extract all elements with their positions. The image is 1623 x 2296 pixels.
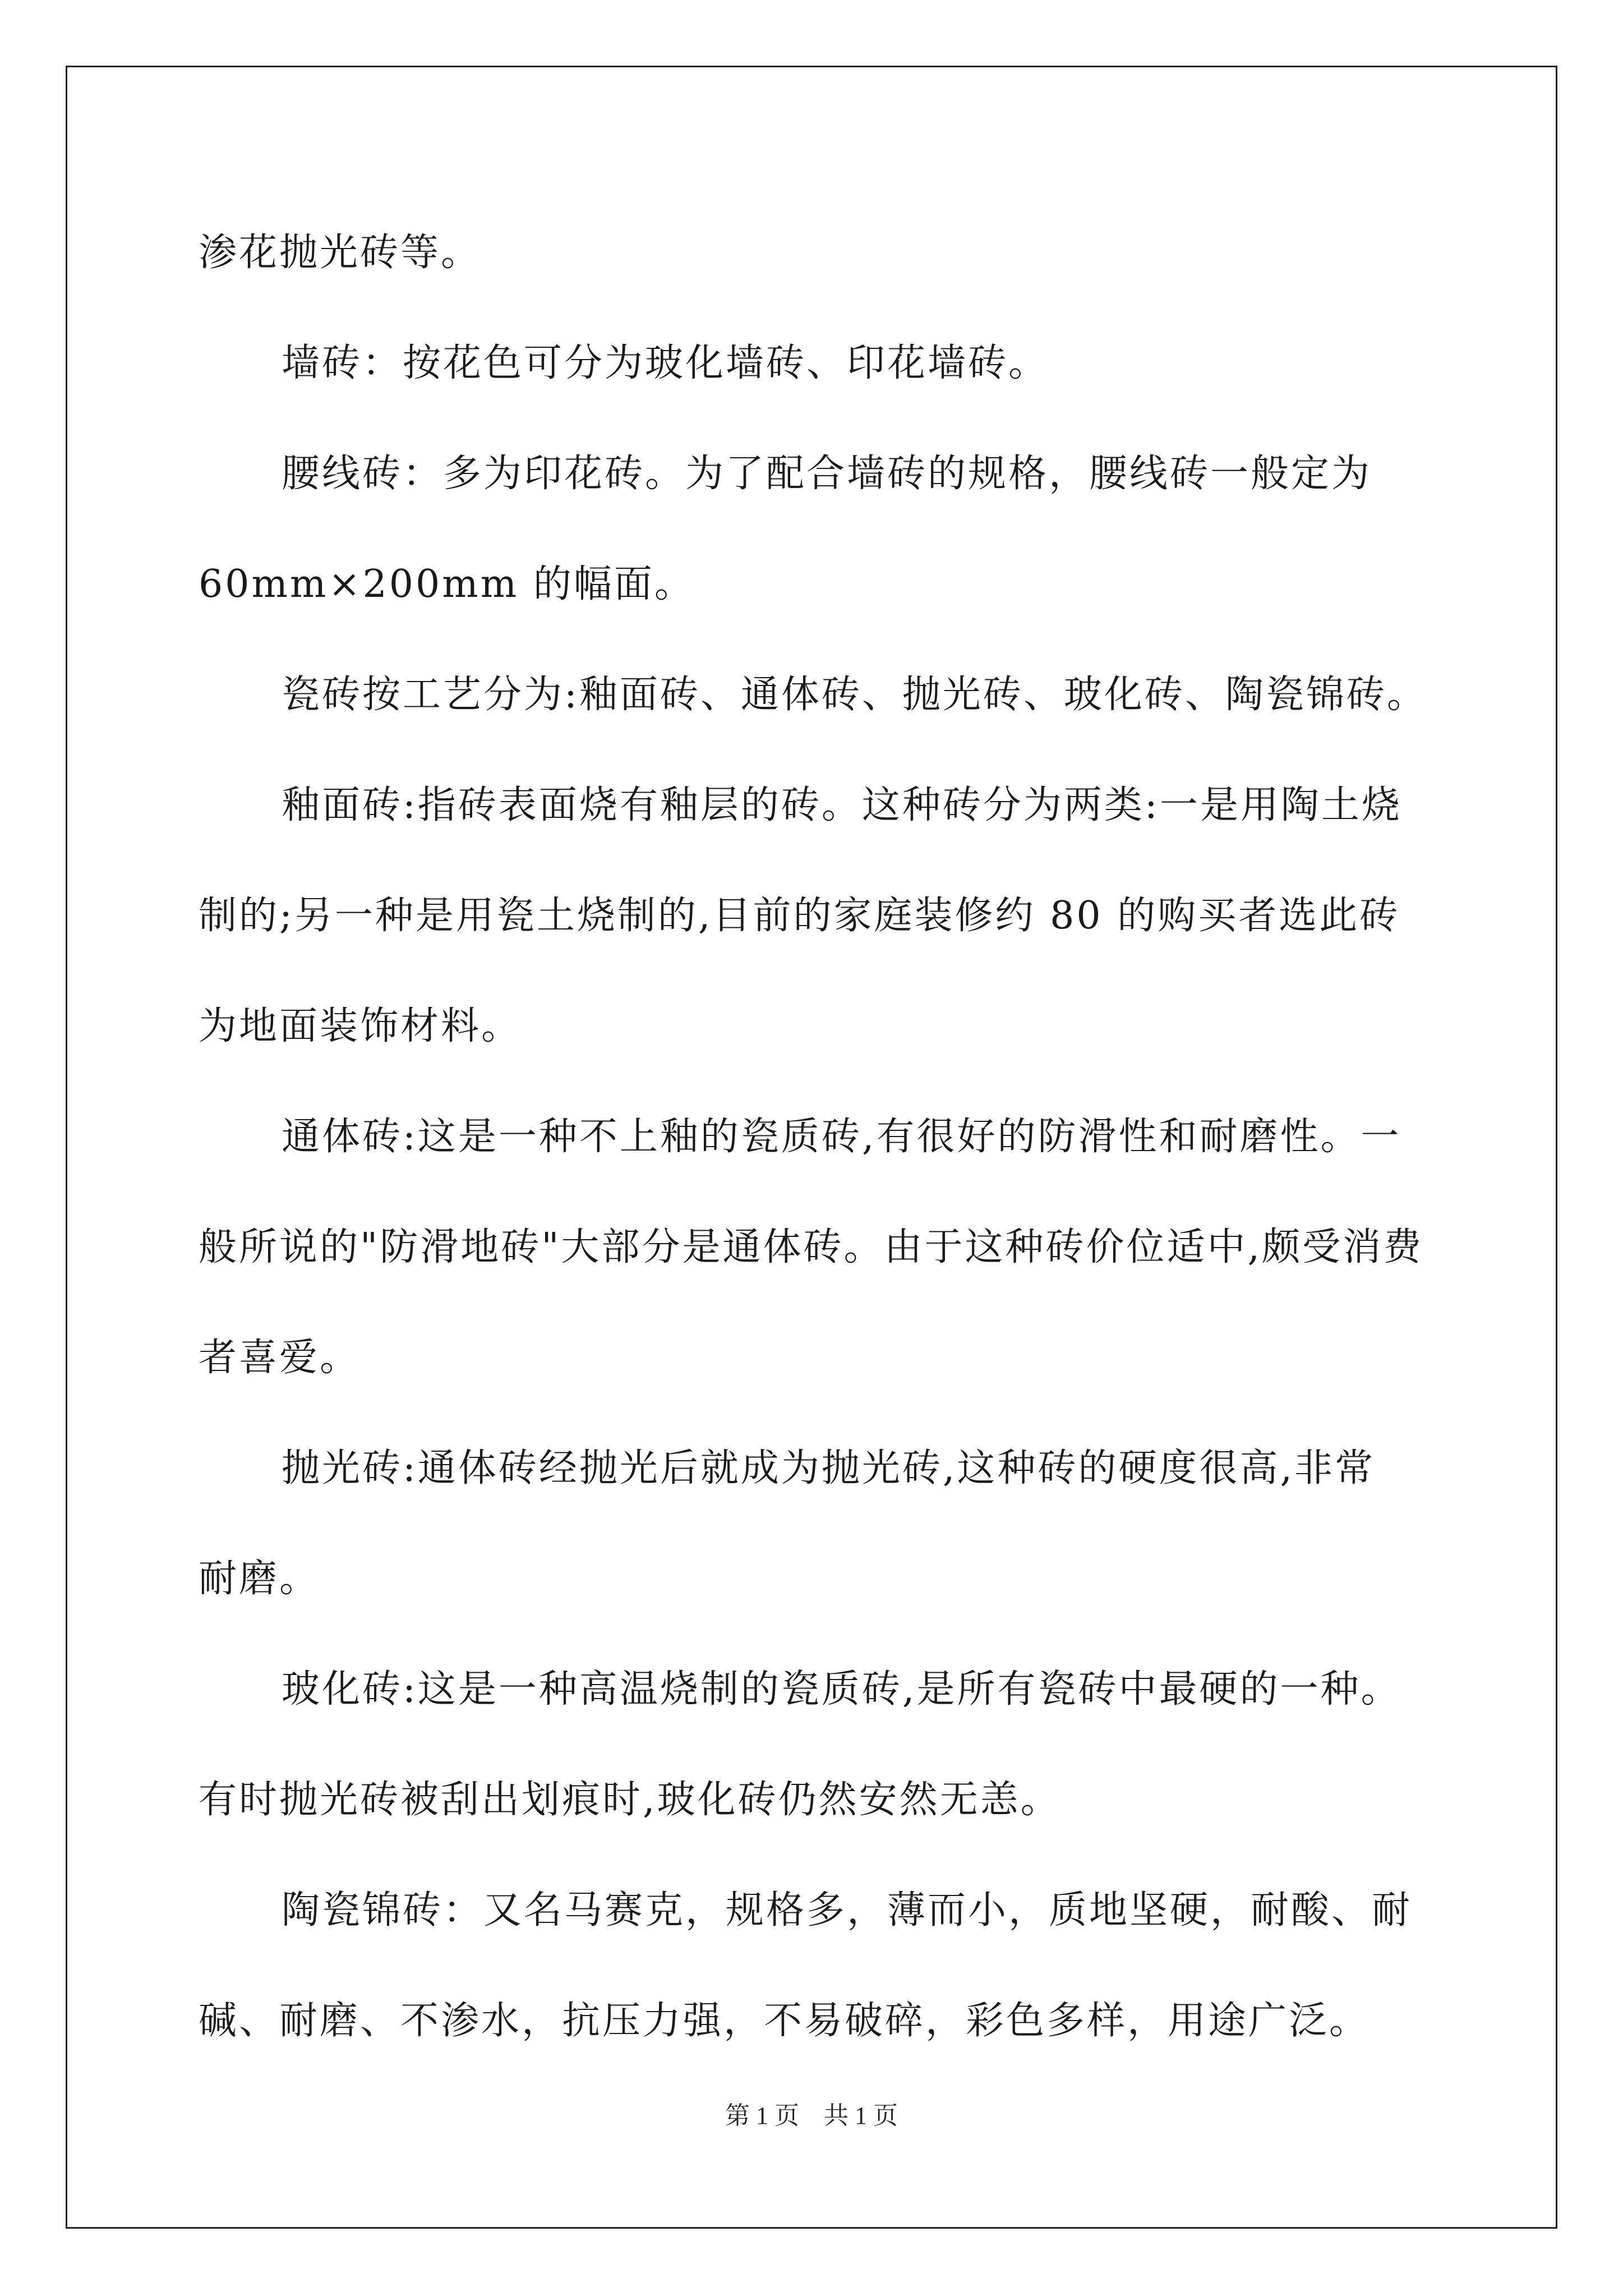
paragraph xyxy=(199,418,1432,639)
text-line: 墙砖：按花色可分为玻化墙砖、印花墙砖。 xyxy=(282,341,1049,385)
text-line: 制的;另一种是用瓷土烧制的,目前的家庭装修约 80 的购买者选此砖 xyxy=(199,894,1400,938)
text-line: 釉面砖:指砖表面烧有釉层的砖。这种砖分为两类:一是用陶土烧 xyxy=(282,783,1402,827)
text-line: 玻化砖:这是一种高温烧制的瓷质砖,是所有瓷砖中最硬的一种。 xyxy=(282,1667,1401,1711)
text-line: 瓷砖按工艺分为:釉面砖、通体砖、抛光砖、玻化砖、陶瓷锦砖。 xyxy=(282,673,1427,717)
text-line: 有时抛光砖被刮出划痕时,玻化砖仍然安然无恙。 xyxy=(199,1778,1061,1822)
paragraph xyxy=(199,1634,1432,1855)
text-line: 腰线砖：多为印花砖。为了配合墙砖的规格，腰线砖一般定为 xyxy=(282,452,1372,496)
text-line: 般所说的"防滑地砖"大部分是通体砖。由于这种砖价位适中,颇受消费 xyxy=(199,1225,1424,1269)
paragraph xyxy=(199,639,1432,750)
text-line: 为地面装饰材料。 xyxy=(199,1004,522,1048)
text-line: 通体砖:这是一种不上釉的瓷质砖,有很好的防滑性和耐磨性。一 xyxy=(282,1115,1401,1159)
document-body xyxy=(199,197,1432,2076)
paragraph xyxy=(199,750,1432,1082)
paragraph xyxy=(199,1082,1432,1413)
text-line: 者喜爱。 xyxy=(199,1336,361,1380)
paragraph xyxy=(199,308,1432,418)
text-line: 陶瓷锦砖：又名马赛克，规格多，薄而小，质地坚硬，耐酸、耐 xyxy=(282,1888,1413,1932)
text-line: 60mm×200mm 的幅面。 xyxy=(199,562,695,606)
text-line: 抛光砖:通体砖经抛光后就成为抛光砖,这种砖的硬度很高,非常 xyxy=(282,1446,1376,1490)
paragraph xyxy=(199,1855,1432,2076)
text-line: 渗花抛光砖等。 xyxy=(199,231,482,275)
text-line: 碱、耐磨、不渗水，抗压力强，不易破碎，彩色多样，用途广泛。 xyxy=(199,1999,1370,2043)
page-number-footer: 第 1 页 共 1 页 xyxy=(725,2102,898,2129)
text-line: 耐磨。 xyxy=(199,1557,320,1601)
paragraph xyxy=(199,197,1432,308)
paragraph xyxy=(199,1413,1432,1634)
